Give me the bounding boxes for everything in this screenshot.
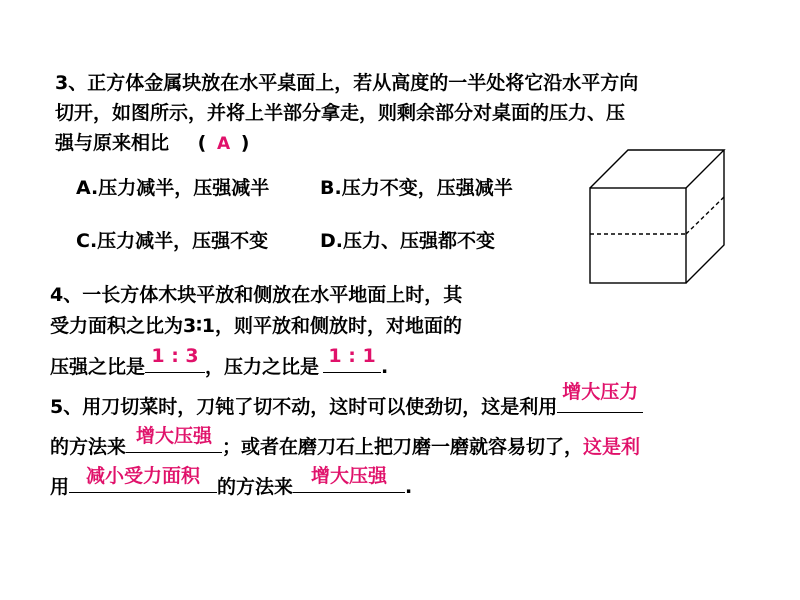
q5-line2-pink: 这是利 [583, 436, 641, 458]
q5-blank-3 [69, 465, 217, 493]
q5-line1-text: 5、用刀切菜时，刀钝了切不动，这时可以使劲切，这是利用 [50, 396, 558, 418]
paren-open: ( [197, 132, 207, 154]
q4-blank-1 [145, 345, 205, 373]
q4-line3-mid: ，压力之比是 [205, 356, 320, 378]
q5-blank-4 [293, 465, 405, 493]
q5-line3-mid: 的方法来 [217, 476, 294, 498]
q3-answer-paren [198, 132, 250, 154]
q3-line3-text: 强与原来相比 [55, 132, 170, 154]
q5-answer-1: 增大压力 [562, 381, 639, 403]
cube-front-face [590, 188, 686, 283]
q5-answer-2: 增大压强 [136, 425, 213, 447]
q4-answer-2: 1 : 1 [328, 345, 376, 367]
q5-answer-4: 增大压强 [311, 465, 388, 487]
q4-answer-1: 1 : 3 [151, 345, 199, 367]
q3-line1: 3、正方体金属块放在水平桌面上，若从高度的一半处将它沿水平方向 [55, 72, 639, 94]
paren-close: ) [240, 132, 250, 154]
q4-blank-2 [323, 345, 381, 373]
q3-option-b: B.压力不变，压强减半 [320, 177, 513, 199]
q5-blank-1 [557, 381, 643, 413]
q5-line3-pre: 用 [50, 476, 70, 498]
q3-option-c: C.压力减半，压强不变 [76, 230, 269, 252]
q4-line1: 4、一长方体木块平放和侧放在水平地面上时，其 [50, 284, 463, 306]
q5-line3 [50, 465, 413, 499]
q4-line3-pre: 压强之比是 [50, 356, 146, 378]
q5-line2-mid: 的方法来 [50, 436, 127, 458]
q5-blank-2 [126, 425, 222, 453]
q4-line3-end: . [381, 356, 389, 378]
q5-line2-end: ；或者在磨刀石上把刀磨一磨就容易切了， [222, 436, 584, 458]
q5-line1 [50, 381, 643, 419]
cube-top-face [590, 150, 724, 188]
q3-line3 [55, 131, 249, 156]
cube-figure [580, 145, 740, 290]
q4-line2: 受力面积之比为3∶1，则平放和侧放时，对地面的 [50, 315, 463, 337]
q3-line2: 切开，如图所示，并将上半部分拿走，则剩余部分对桌面的压力、压 [55, 102, 626, 124]
q3-option-d: D.压力、压强都不变 [320, 230, 495, 252]
q4-line3 [50, 345, 389, 379]
q5-line3-end: . [405, 476, 413, 498]
cut-line-side [686, 197, 724, 234]
q3-answer: A [216, 134, 231, 154]
q5-answer-3: 减小受力面积 [86, 465, 201, 487]
q5-line2 [50, 425, 641, 459]
q3-option-a: A.压力减半，压强减半 [76, 177, 270, 199]
